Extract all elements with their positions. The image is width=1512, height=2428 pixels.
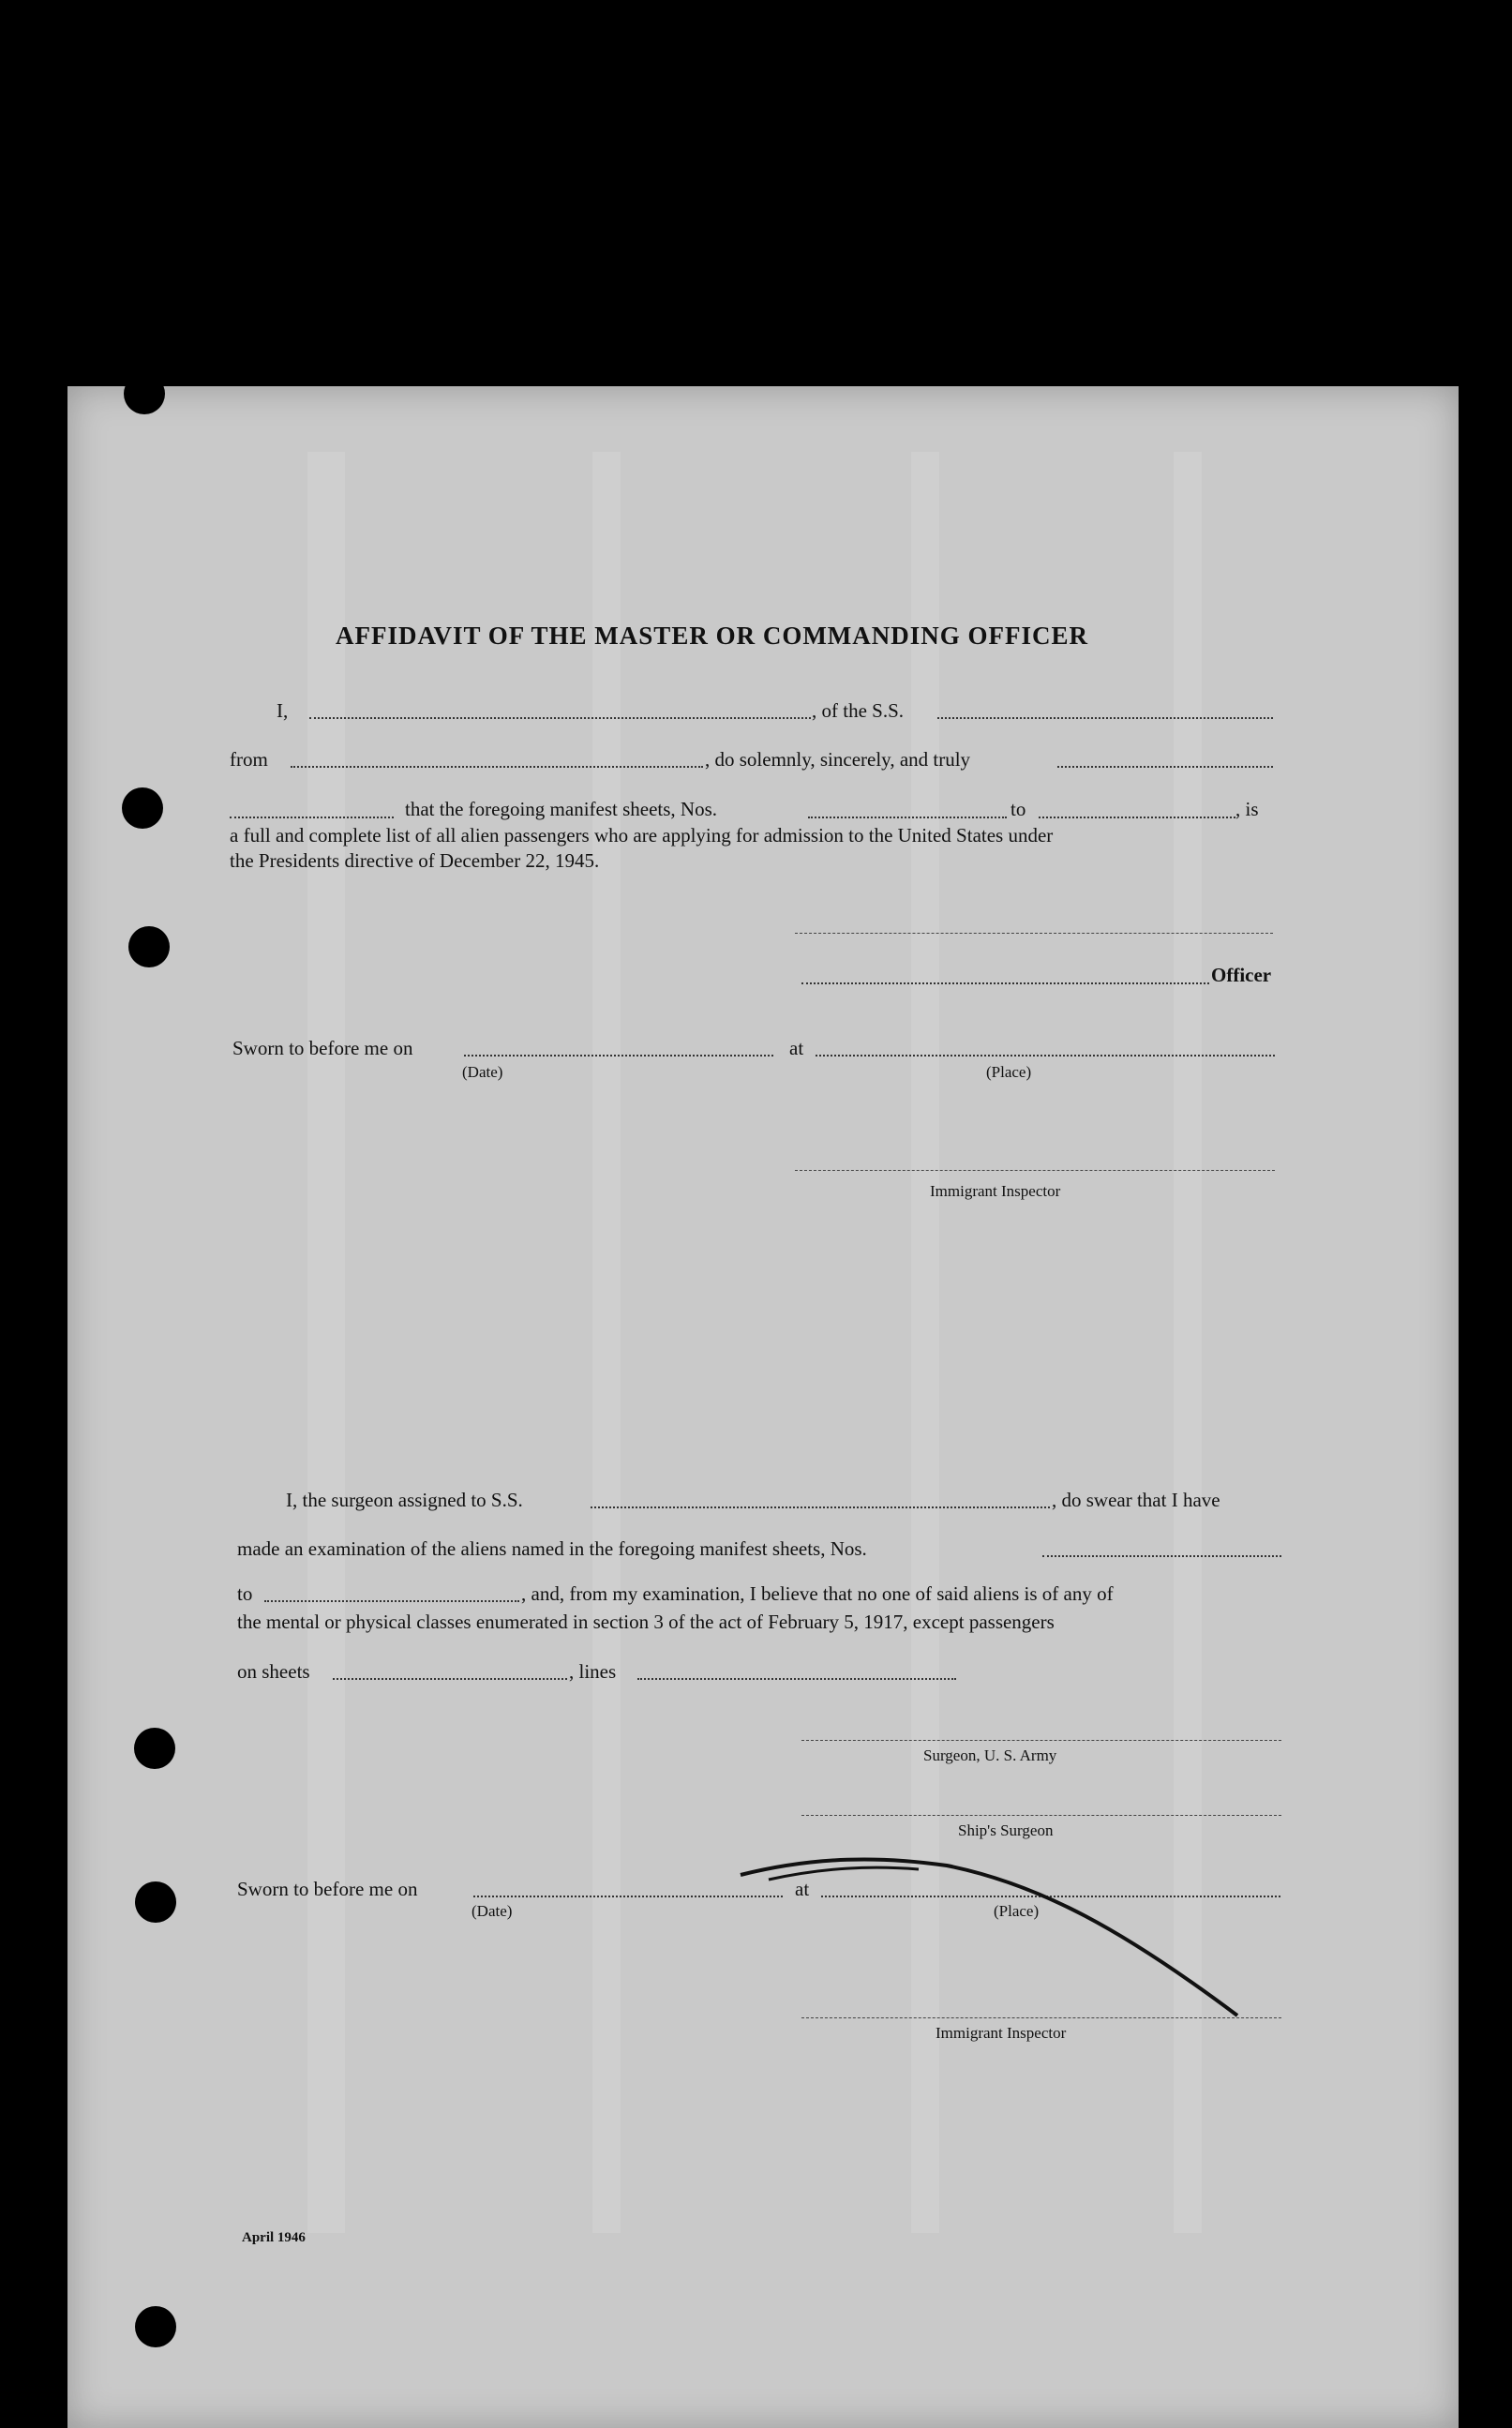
master-oath-field[interactable]: [1057, 766, 1273, 768]
master-from-label: from: [230, 748, 268, 771]
master-place-caption: (Place): [986, 1063, 1032, 1081]
master-inspector-signature-line[interactable]: [795, 1170, 1275, 1171]
form-title: AFFIDAVIT OF THE MASTER OR COMMANDING OFFICER: [336, 622, 1089, 650]
master-from-field[interactable]: [291, 766, 703, 768]
master-statement-line-5: the Presidents directive of December 22, 1945.: [230, 849, 600, 872]
surgeon-sheets-to-field[interactable]: [264, 1600, 519, 1602]
master-sworn-place-field[interactable]: [816, 1055, 1275, 1057]
surgeon-line-1-start: I, the surgeon assigned to S.S.: [286, 1489, 523, 1511]
ink-scribble: [731, 1837, 1256, 2025]
master-statement-line-4: a full and complete list of all alien passengers who are applying for admission to the United States under: [230, 824, 1054, 847]
surgeon-sworn-label: Sworn to before me on: [237, 1878, 418, 1900]
punch-hole: [134, 1728, 175, 1769]
surgeon-line-4: the mental or physical classes enumerated in section 3 of the act of February 5, 1917, except passengers: [237, 1611, 1055, 1633]
army-surgeon-signature-line[interactable]: [801, 1740, 1281, 1741]
surgeon-inspector-caption: Immigrant Inspector: [936, 2024, 1067, 2042]
surgeon-exception-lines-field[interactable]: [637, 1678, 956, 1680]
master-of-ss-label: , of the S.S.: [812, 699, 905, 722]
ship-surgeon-signature-line[interactable]: [801, 1815, 1281, 1816]
punch-hole: [135, 2306, 176, 2347]
punch-hole: [128, 926, 170, 967]
surgeon-sheets-from-field[interactable]: [1042, 1555, 1281, 1557]
master-sworn-date-field[interactable]: [464, 1055, 773, 1057]
officer-signature-field[interactable]: [801, 982, 1209, 984]
master-at-label: at: [789, 1037, 804, 1059]
army-surgeon-caption: Surgeon, U. S. Army: [923, 1746, 1057, 1764]
surgeon-exception-sheets-field[interactable]: [333, 1678, 567, 1680]
master-solemnly-label: , do solemnly, sincerely, and truly: [705, 748, 971, 771]
surgeon-lines-label: , lines: [569, 1660, 617, 1683]
officer-label: Officer: [1211, 964, 1272, 986]
bleed-through-column: [307, 452, 345, 2233]
master-sheets-to-field[interactable]: [1039, 817, 1235, 818]
master-oath-continuation-field[interactable]: [230, 817, 394, 818]
punch-hole: [124, 373, 165, 414]
master-sheets-from-field[interactable]: [808, 817, 1007, 818]
master-manifest-label: that the foregoing manifest sheets, Nos.: [405, 798, 718, 820]
surgeon-date-caption: (Date): [472, 1902, 513, 1920]
form-page: [67, 386, 1459, 2428]
surgeon-ship-field[interactable]: [591, 1506, 1050, 1508]
master-to-label: to: [1010, 798, 1026, 820]
punch-hole: [135, 1881, 176, 1923]
ship-surgeon-caption: Ship's Surgeon: [958, 1821, 1054, 1839]
surgeon-line-1-end: , do swear that I have: [1052, 1489, 1220, 1511]
master-date-caption: (Date): [462, 1063, 503, 1081]
surgeon-place-caption: (Place): [994, 1902, 1040, 1920]
master-signature-line[interactable]: [795, 933, 1273, 934]
punch-hole: [122, 787, 163, 829]
form-revision-date: April 1946: [242, 2230, 306, 2245]
surgeon-line-2: made an examination of the aliens named in the foregoing manifest sheets, Nos.: [237, 1537, 867, 1560]
master-inspector-caption: Immigrant Inspector: [930, 1182, 1061, 1200]
surgeon-at-label: at: [795, 1878, 810, 1900]
surgeon-line-3-rest: , and, from my examination, I believe that no one of said aliens is of any of: [521, 1582, 1114, 1605]
master-ship-field[interactable]: [937, 717, 1273, 719]
bleed-through-column: [592, 452, 621, 2233]
master-is-label: , is: [1235, 798, 1259, 820]
master-name-field[interactable]: [309, 717, 811, 719]
master-i-label: I,: [277, 699, 289, 722]
surgeon-sheets-label: on sheets: [237, 1660, 310, 1683]
surgeon-to-label: to: [237, 1582, 253, 1605]
master-sworn-label: Sworn to before me on: [232, 1037, 413, 1059]
